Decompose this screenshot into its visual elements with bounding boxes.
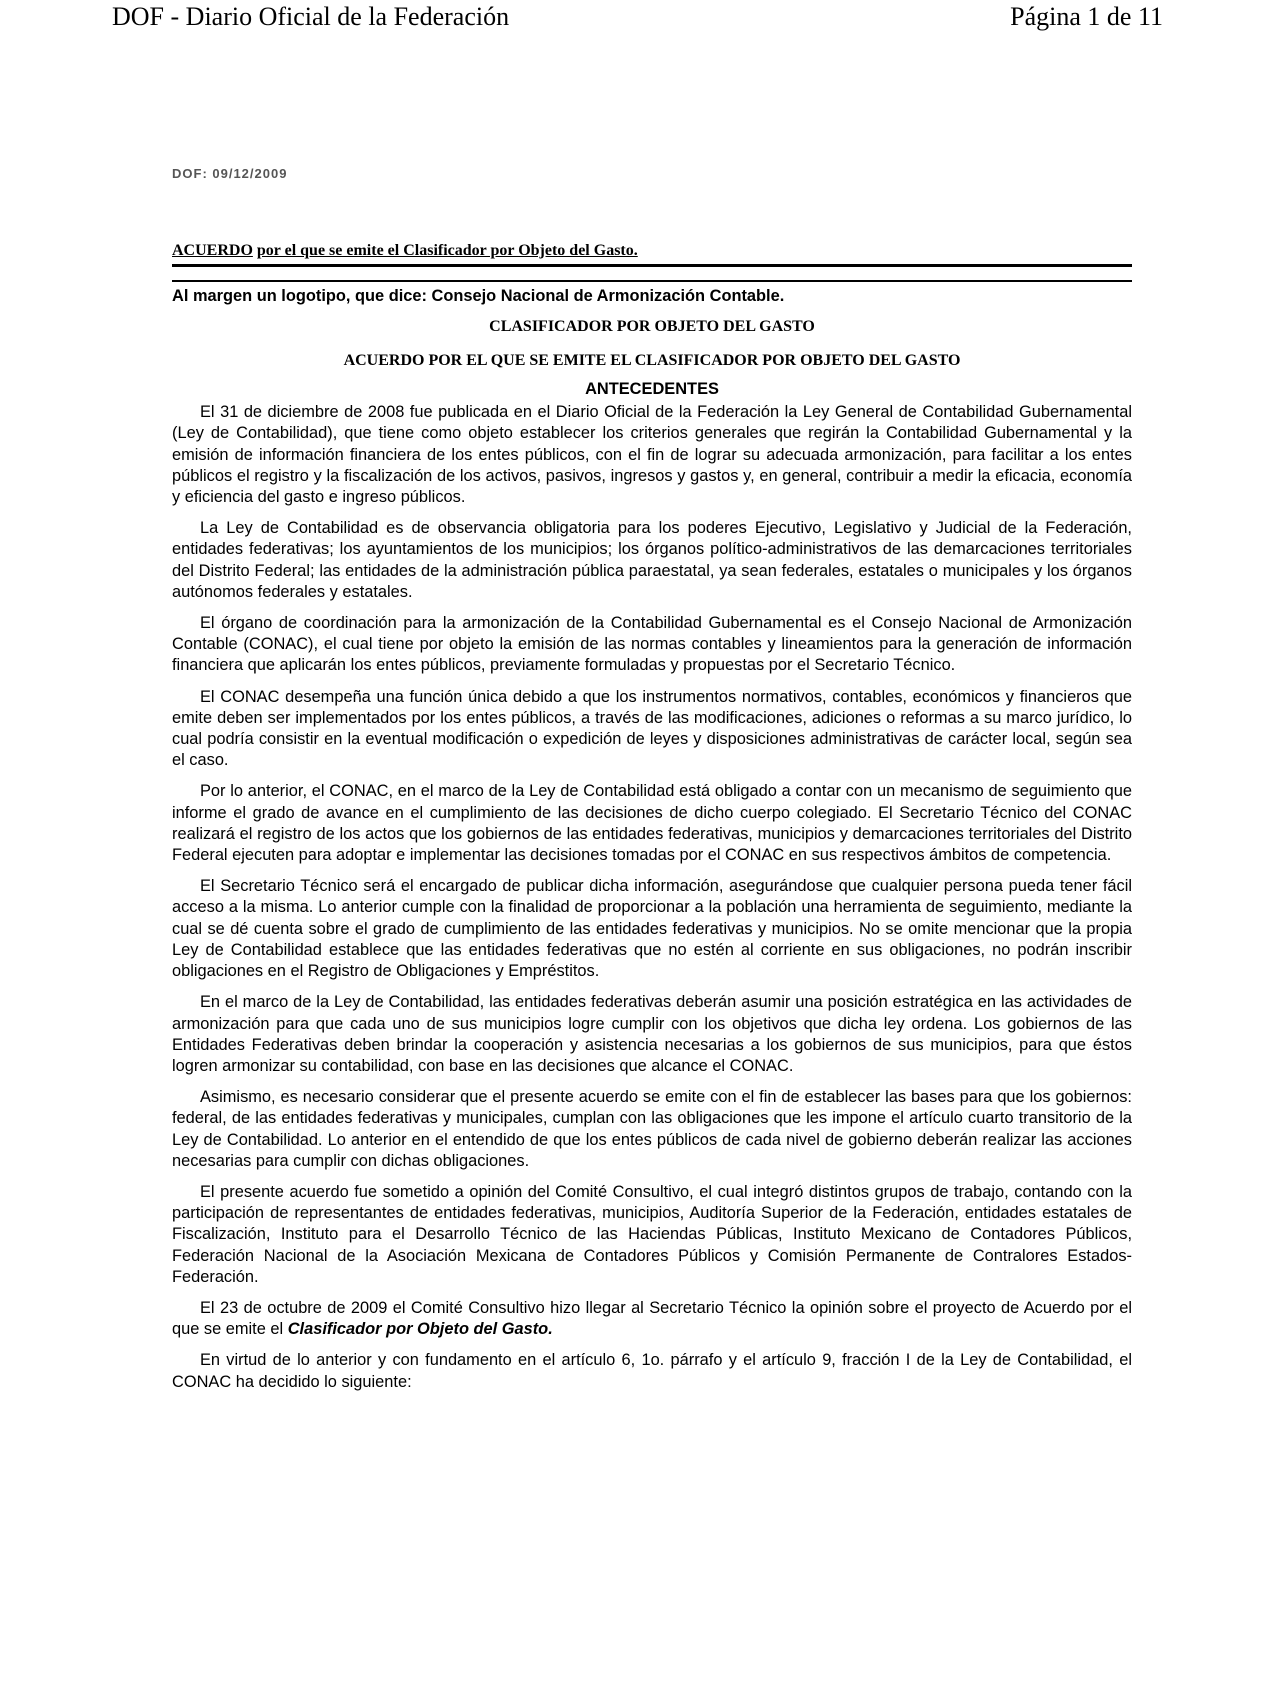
paragraph-10 <box>172 1298 1132 1340</box>
heading-antecedentes: ANTECEDENTES <box>585 380 719 399</box>
paragraph-10-emphasis: Clasificador por Objeto del Gasto. <box>287 1320 553 1339</box>
paragraph-6: El Secretario Técnico será el encargado de publicar dicha información, asegurándose que cualquier persona pueda tener fácil acceso a la misma. Lo anterior cumple con la finalidad de proporcionar a la población una herramienta de seguimiento, mediante la cual se dé cuenta sobre el grado de cumplimiento de las entidades federativas y municipios. No se omite mencionar que la propia Ley de Contabilidad establece que las entidades federativas que no estén al corriente en sus obligaciones, no podrán inscribir obligaciones en el Registro de Obligaciones y Empréstitos. <box>172 877 1132 981</box>
paragraph-10-text: El 23 de octubre de 2009 el Comité Consultivo hizo llegar al Secretario Técnico la opinión sobre el proyecto de Acuerdo por el que se emite el <box>172 1298 1132 1339</box>
paragraph-1: El 31 de diciembre de 2008 fue publicada en el Diario Oficial de la Federación la Ley General de Contabilidad Gubernamental (Ley de Contabilidad), que tiene como objeto establecer los criterios generales que regirán la Contabilidad Gubernamental y la emisión de información financiera de los entes públicos, con el fin de lograr su adecuada armonización, para facilitar a los entes públicos el registro y la fiscalización de los activos, pasivos, ingresos y gastos y, en general, contribuir a medir la eficacia, economía y eficiencia del gasto e ingreso públicos. <box>172 403 1132 507</box>
acuerdo-title <box>172 240 1132 267</box>
paragraph-9: El presente acuerdo fue sometido a opinión del Comité Consultivo, el cual integró distintos grupos de trabajo, contando con la participación de representantes de entidades federativas, municipios, Auditoría Superior de la Federación, entidades estatales de Fiscalización, Instituto para el Desarrollo Técnico de las Haciendas Públicas, Instituto Mexicano de Contadores Públicos, Federación Nacional de la Asociación Mexicana de Contadores Públicos y Comisión Permanente de Contralores Estados-Federación. <box>172 1182 1132 1286</box>
header-source-title: DOF - Diario Oficial de la Federación <box>112 2 510 31</box>
paragraph-7: En el marco de la Ley de Contabilidad, las entidades federativas deberán asumir una posición estratégica en las actividades de armonización para que cada uno de sus municipios logre cumplir con los objetivos que dicha ley ordena. Los gobiernos de las Entidades Federativas deben brindar la cooperación y asistencia necesarias a los gobiernos de sus municipios, para que éstos logren armonizar su contabilidad, con base en las decisiones que alcance el CONAC. <box>172 993 1132 1075</box>
paragraph-11: En virtud de lo anterior y con fundamento en el artículo 6, 1o. párrafo y el artículo 9, fracción I de la Ley de Contabilidad, el CONAC ha decidido lo siguiente: <box>172 1351 1132 1391</box>
paragraph-8: Asimismo, es necesario considerar que el presente acuerdo se emite con el fin de establecer las bases para que los gobiernos: federal, de las entidades federativas y municipales, cumplan con las obligaciones que les impone el artículo cuarto transitorio de la Ley de Contabilidad. Lo anterior en el entendido de que los entes públicos de cada nivel de gobierno deberán realizar las acciones necesarias para cumplir con dichas obligaciones. <box>172 1088 1132 1170</box>
page-header <box>0 0 1275 40</box>
horizontal-rule <box>172 280 1132 282</box>
acuerdo-title-rest: por el que se emite el Clasificador por Objeto del Gasto. <box>256 242 638 260</box>
acuerdo-title-keyword: ACUERDO <box>172 242 253 260</box>
header-page-number: Página 1 de 11 <box>1010 2 1163 31</box>
document-body <box>172 163 1132 1403</box>
dof-publication-date: DOF: 09/12/2009 <box>172 166 288 181</box>
heading-clasificador: CLASIFICADOR POR OBJETO DEL GASTO <box>489 317 815 335</box>
heading-acuerdo: ACUERDO POR EL QUE SE EMITE EL CLASIFICADOR POR OBJETO DEL GASTO <box>343 351 961 369</box>
paragraph-2: La Ley de Contabilidad es de observancia obligatoria para los poderes Ejecutivo, Legislativo y Judicial de la Federación, entidades federativas; los ayuntamientos de los municipios; los órganos político-administrativos de las demarcaciones territoriales del Distrito Federal; las entidades de la administración pública paraestatal, ya sean federales, estatales o municipales y los órganos autónomos federales y estatales. <box>172 519 1132 601</box>
paragraph-3: El órgano de coordinación para la armonización de la Contabilidad Gubernamental es el Consejo Nacional de Armonización Contable (CONAC), el cual tiene por objeto la emisión de las normas contables y lineamientos para la generación de información financiera que aplicarán los entes públicos, previamente formuladas y propuestas por el Secretario Técnico. <box>172 614 1132 675</box>
paragraph-5: Por lo anterior, el CONAC, en el marco de la Ley de Contabilidad está obligado a contar con un mecanismo de seguimiento que informe el grado de avance en el cumplimiento de las decisiones de dicho cuerpo colegiado. El Secretario Técnico del CONAC realizará el registro de los actos que los gobiernos de las entidades federativas, municipios y demarcaciones territoriales del Distrito Federal ejecuten para adoptar e implementar las decisiones tomadas por el CONAC en sus respectivos ámbitos de competencia. <box>172 782 1132 865</box>
margen-note: Al margen un logotipo, que dice: Consejo Nacional de Armonización Contable. <box>172 287 785 306</box>
paragraph-4: El CONAC desempeña una función única debido a que los instrumentos normativos, contables, económicos y financieros que emite deben ser implementados por los entes públicos, a través de las modificaciones, adiciones o reformas a su marco jurídico, lo cual podría consistir en la eventual modificación o expedición de leyes y disposiciones administrativas de carácter local, según sea el caso. <box>172 687 1132 770</box>
